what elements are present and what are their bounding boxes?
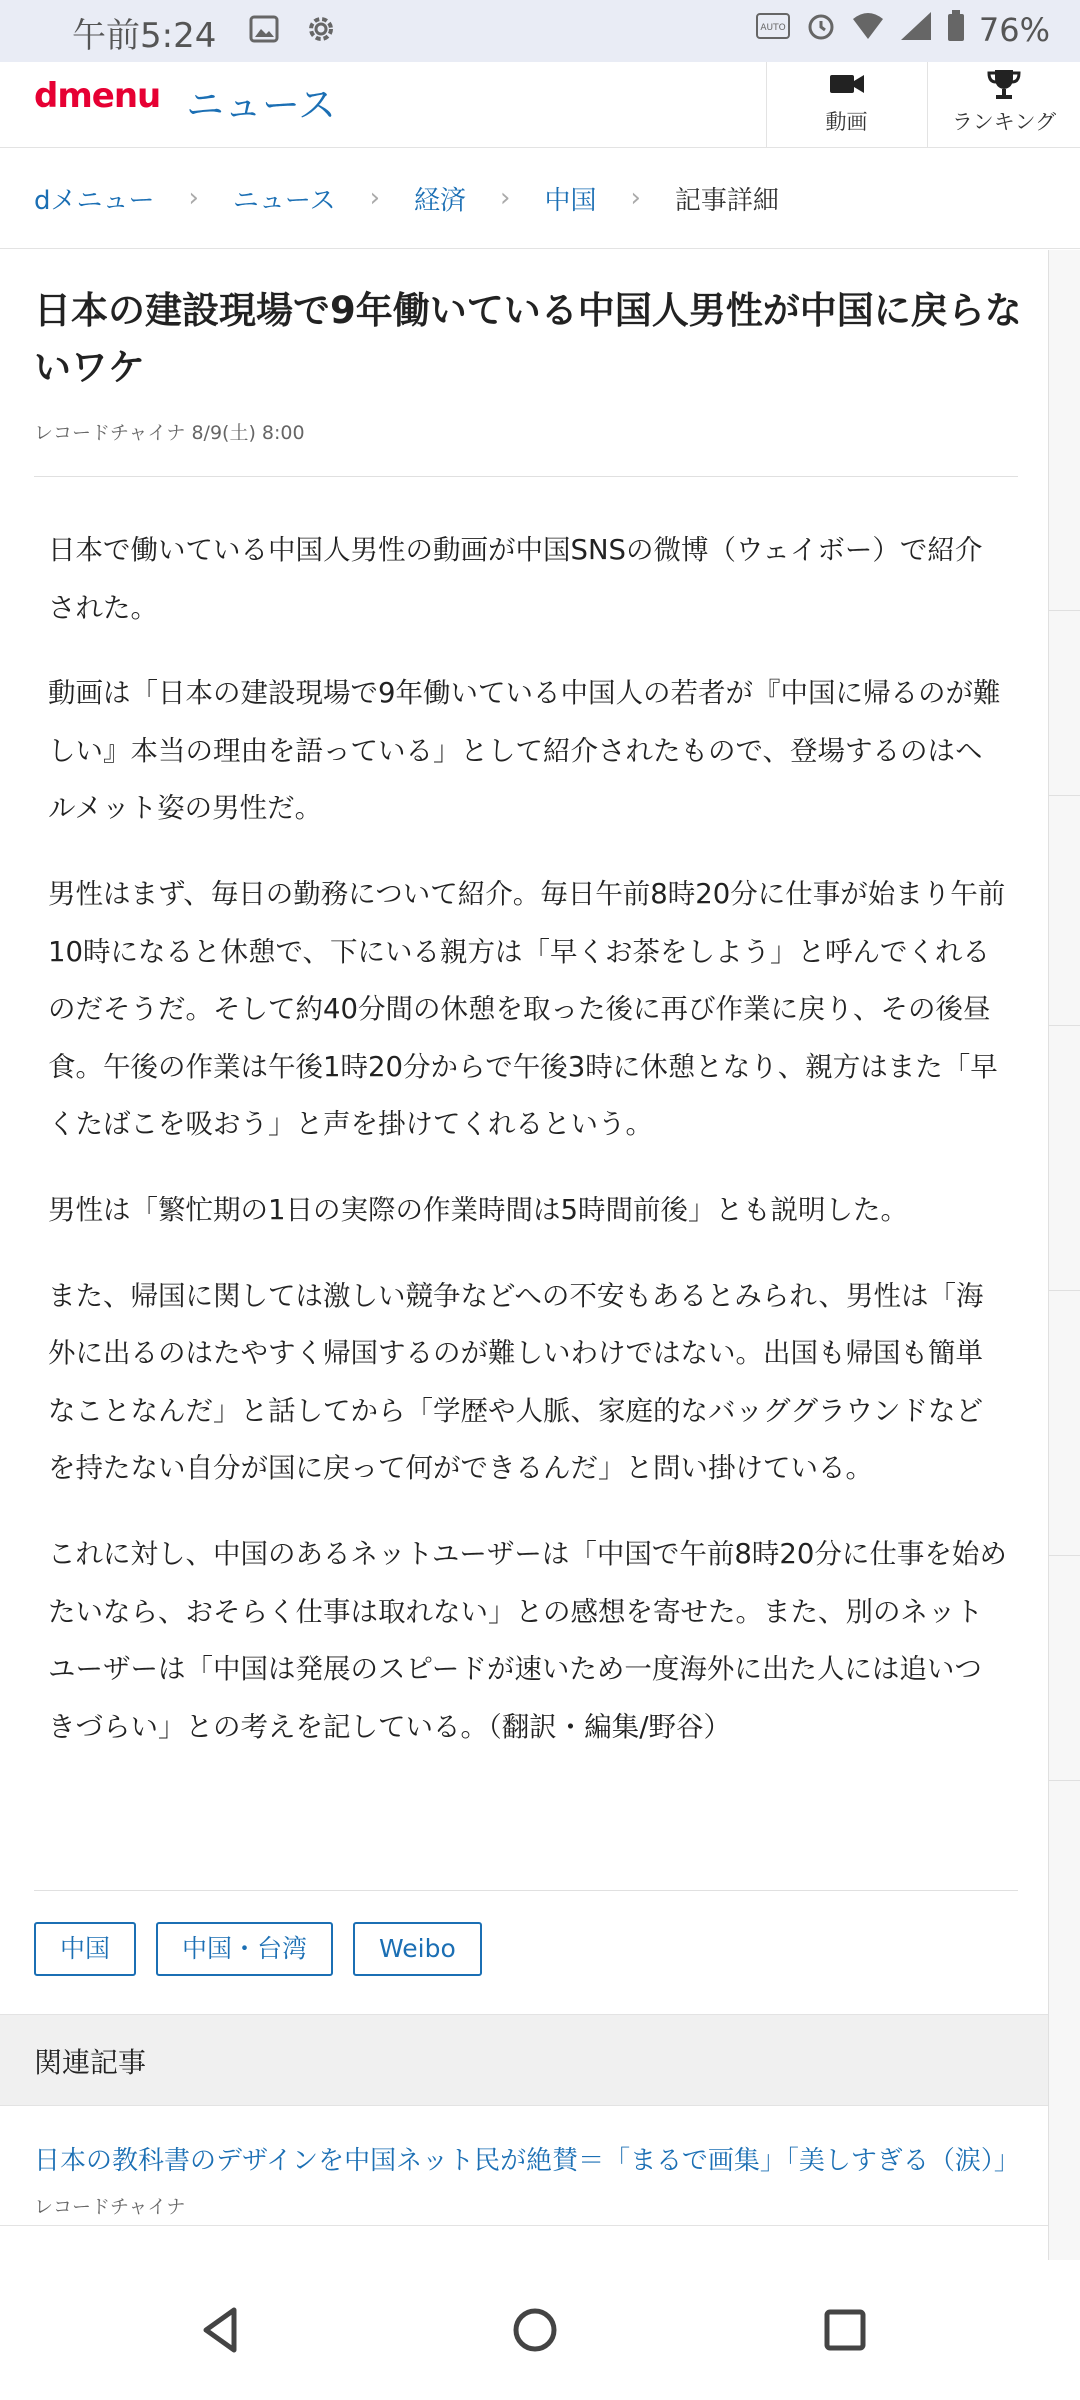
breadcrumb-china[interactable]: 中国 (544, 185, 597, 216)
gear-icon (304, 12, 338, 50)
dmenu-logo[interactable]: dmenu (34, 76, 161, 116)
related-article-source: レコードチャイナ (34, 2196, 186, 2218)
related-article-title[interactable]: 日本の教科書のデザインを中国ネット民が絶賛＝「まるで画集」「美しすぎる（涙）」 (34, 2146, 1020, 2176)
alarm-icon (805, 10, 837, 50)
wifi-icon (851, 11, 885, 49)
image-icon (248, 13, 280, 49)
tag-china-taiwan[interactable]: 中国・台湾 (156, 1922, 333, 1976)
video-button[interactable] (766, 62, 926, 148)
ranking-label: ランキング (951, 110, 1057, 134)
breadcrumb-economy[interactable]: 経済 (414, 185, 467, 216)
site-header (0, 62, 1080, 148)
back-icon[interactable] (192, 2300, 252, 2360)
article-paragraph: また、帰国に関しては激しい競争などへの不安もあるとみられ、男性は「海外に出るのはたやすく帰国するのが難しいわけではない。出国も帰国も簡単なことなんだ」と話してから「学歴や人脈、家庭的なバッググラウンドなどを持たない自分が国に戻って何ができるんだ」と問い掛けている。 (48, 1279, 984, 1485)
chevron-right-icon: › (500, 183, 511, 213)
auto-hz-icon (755, 11, 791, 49)
divider (34, 1890, 1018, 1891)
article-paragraph: これに対し、中国のあるネットユーザーは「中国で午前8時20分に仕事を始めたいなら、おそらく仕事は取れない」との感想を寄せた。また、別のネットユーザーは「中国は発展のスピードが速いため一度海外に出た人には追いつきづらい」との考えを記している。（翻訳・編集/野谷） (48, 1537, 1007, 1743)
chevron-right-icon: › (369, 183, 381, 213)
video-camera-icon (827, 64, 867, 104)
rail-divider (1049, 1780, 1080, 1781)
recent-apps-icon[interactable] (815, 2300, 875, 2360)
article-body (48, 522, 1008, 1784)
tag-weibo[interactable]: Weibo (353, 1922, 482, 1976)
navigation-bar (0, 2260, 1080, 2400)
article-paragraph: 男性は「繁忙期の1日の実際の作業時間は5時間前後」とも説明した。 (48, 1193, 908, 1226)
home-icon[interactable] (505, 2300, 565, 2360)
article (0, 250, 1048, 2260)
tag-list (34, 1922, 482, 1976)
article-paragraph: 動画は「日本の建設現場で9年働いている中国人の若者が『中国に帰るのが難しい』本当の理由を語っている」として紹介されたもので、登場するのはヘルメット姿の男性だ。 (48, 677, 1001, 825)
article-paragraph: 日本で働いている中国人男性の動画が中国SNSの微博（ウェイボー）で紹介された。 (48, 534, 983, 624)
chevron-right-icon: › (630, 183, 641, 213)
rail-divider (1049, 1555, 1080, 1556)
divider (34, 476, 1018, 477)
signal-icon (899, 10, 933, 50)
article-paragraph: 男性はまず、毎日の勤務について紹介。毎日午前8時20分に仕事が始まり午前10時になると休憩で、下にいる親方は「早くお茶をしよう」と呼んでくれるのだそうだ。そして約40分間の休憩を取った後に再び作業に戻り、その後昼食。午後の作業は午後1時20分からで午後3時に休憩となり、親方はまた「早くたばこを吸おう」と声を掛けてくれるという。 (48, 877, 1006, 1141)
rail-divider (1049, 610, 1080, 611)
rail-divider (1049, 1290, 1080, 1291)
trophy-icon (984, 64, 1024, 104)
svg-text:AUTO: AUTO (760, 23, 786, 33)
status-bar (0, 0, 1080, 62)
breadcrumb-dmenu[interactable]: dメニュー (34, 185, 155, 216)
battery-percent: 76% (978, 11, 1050, 49)
article-title: 日本の建設現場で9年働いている中国人男性が中国に戻らないワケ (34, 289, 1022, 389)
right-rail (1048, 250, 1080, 2260)
tag-china[interactable]: 中国 (34, 1922, 136, 1976)
status-time: 午前5:24 (72, 16, 217, 56)
related-heading: 関連記事 (34, 2046, 147, 2079)
breadcrumb (0, 148, 1080, 249)
battery-icon (947, 10, 965, 50)
video-label: 動画 (825, 110, 868, 134)
breadcrumb-news[interactable]: ニュース (232, 185, 336, 216)
chevron-right-icon: › (188, 183, 199, 213)
rail-divider (1049, 795, 1080, 796)
article-meta: レコードチャイナ 8/9(土) 8:00 (34, 422, 305, 444)
rail-divider (1049, 1025, 1080, 1026)
related-article-item[interactable] (0, 2106, 1048, 2226)
related-articles-header (0, 2014, 1048, 2106)
breadcrumb-current: 記事詳細 (674, 185, 779, 216)
ranking-button[interactable] (927, 62, 1080, 148)
section-title[interactable]: ニュース (186, 83, 337, 127)
